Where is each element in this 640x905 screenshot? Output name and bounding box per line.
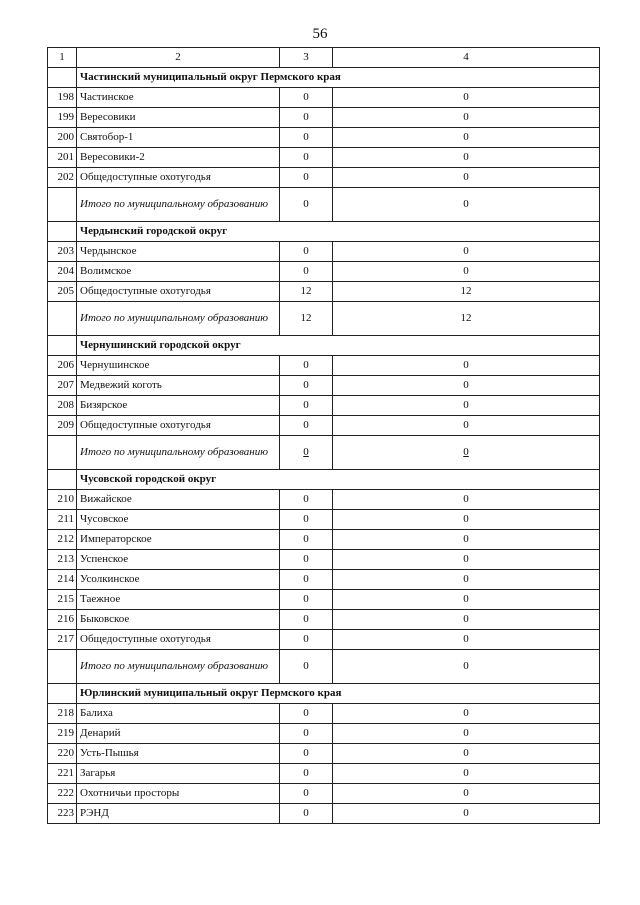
column-3-value: 0 <box>280 530 333 550</box>
column-4-value: 0 <box>333 108 600 128</box>
column-4-value: 0 <box>333 784 600 804</box>
table-row <box>48 416 600 436</box>
table-row <box>48 128 600 148</box>
row-number: 211 <box>48 510 77 530</box>
empty-cell <box>48 650 77 684</box>
table-row <box>48 804 600 824</box>
row-name: Общедоступные охотугодья <box>77 168 280 188</box>
total-column-4-value: 0 <box>463 446 469 458</box>
table-row <box>48 490 600 510</box>
section-heading-row <box>48 336 600 356</box>
table-row <box>48 262 600 282</box>
row-name: Императорское <box>77 530 280 550</box>
row-number: 202 <box>48 168 77 188</box>
page-number: 56 <box>312 26 328 42</box>
column-4-value: 0 <box>333 128 600 148</box>
column-3-value: 0 <box>280 396 333 416</box>
row-number: 212 <box>48 530 77 550</box>
column-3-value: 0 <box>280 356 333 376</box>
hunting-grounds-table <box>47 47 600 824</box>
total-column-3-value: 0 <box>303 446 309 458</box>
total-row <box>48 188 600 222</box>
column-3-value: 0 <box>280 510 333 530</box>
table-row <box>48 590 600 610</box>
row-name: Общедоступные охотугодья <box>77 282 280 302</box>
header-row <box>48 48 600 68</box>
row-name: Чернушинское <box>77 356 280 376</box>
column-3-value: 0 <box>280 570 333 590</box>
column-4-value: 0 <box>333 88 600 108</box>
total-column-3: 12 <box>280 302 333 336</box>
total-label: Итого по муниципальному образованию <box>77 302 280 336</box>
column-4-value: 0 <box>333 764 600 784</box>
column-4-value: 0 <box>333 590 600 610</box>
table-row <box>48 108 600 128</box>
table-row <box>48 242 600 262</box>
row-number: 210 <box>48 490 77 510</box>
row-number: 218 <box>48 704 77 724</box>
row-number: 208 <box>48 396 77 416</box>
column-3-value: 0 <box>280 804 333 824</box>
table-row <box>48 724 600 744</box>
table-row <box>48 396 600 416</box>
row-number: 200 <box>48 128 77 148</box>
row-name: Общедоступные охотугодья <box>77 630 280 650</box>
row-number: 199 <box>48 108 77 128</box>
row-number: 216 <box>48 610 77 630</box>
table-row <box>48 704 600 724</box>
total-column-3: 0 <box>280 650 333 684</box>
total-column-4 <box>333 436 600 470</box>
column-3-value: 0 <box>280 148 333 168</box>
section-title: Частинский муниципальный округ Пермского края <box>77 68 600 88</box>
column-3-value: 0 <box>280 744 333 764</box>
table-row <box>48 784 600 804</box>
table-body <box>48 48 600 824</box>
column-3-value: 12 <box>280 282 333 302</box>
column-4-value: 0 <box>333 744 600 764</box>
row-number: 201 <box>48 148 77 168</box>
column-4-value: 0 <box>333 356 600 376</box>
empty-cell <box>48 188 77 222</box>
header-cell: 4 <box>333 48 600 68</box>
row-name: Таежное <box>77 590 280 610</box>
row-number: 198 <box>48 88 77 108</box>
column-4-value: 0 <box>333 610 600 630</box>
total-label: Итого по муниципальному образованию <box>77 650 280 684</box>
section-title: Чердынский городской округ <box>77 222 600 242</box>
row-name: Усолкинское <box>77 570 280 590</box>
header-cell: 3 <box>280 48 333 68</box>
row-name: Загарья <box>77 764 280 784</box>
column-3-value: 0 <box>280 550 333 570</box>
section-heading-row <box>48 470 600 490</box>
column-4-value: 0 <box>333 396 600 416</box>
row-number: 222 <box>48 784 77 804</box>
row-number: 203 <box>48 242 77 262</box>
column-3-value: 0 <box>280 590 333 610</box>
column-3-value: 0 <box>280 262 333 282</box>
row-name: Святобор-1 <box>77 128 280 148</box>
row-number: 215 <box>48 590 77 610</box>
total-column-3 <box>280 436 333 470</box>
row-name: Чусовское <box>77 510 280 530</box>
row-name: Чердынское <box>77 242 280 262</box>
row-name: Быковское <box>77 610 280 630</box>
column-4-value: 0 <box>333 530 600 550</box>
table-row <box>48 570 600 590</box>
column-3-value: 0 <box>280 490 333 510</box>
total-row <box>48 302 600 336</box>
empty-cell <box>48 436 77 470</box>
table-row <box>48 510 600 530</box>
total-column-3: 0 <box>280 188 333 222</box>
row-number: 207 <box>48 376 77 396</box>
column-3-value: 0 <box>280 128 333 148</box>
row-number: 221 <box>48 764 77 784</box>
table-row <box>48 168 600 188</box>
column-3-value: 0 <box>280 784 333 804</box>
table-row <box>48 356 600 376</box>
column-4-value: 0 <box>333 416 600 436</box>
section-title: Чусовской городской округ <box>77 470 600 490</box>
section-title: Чернушинский городской округ <box>77 336 600 356</box>
column-4-value: 0 <box>333 242 600 262</box>
row-number: 217 <box>48 630 77 650</box>
column-4-value: 0 <box>333 704 600 724</box>
table-row <box>48 530 600 550</box>
total-column-4: 0 <box>333 188 600 222</box>
row-number: 209 <box>48 416 77 436</box>
empty-cell <box>48 470 77 490</box>
column-4-value: 0 <box>333 724 600 744</box>
section-title: Юрлинский муниципальный округ Пермского края <box>77 684 600 704</box>
table-row <box>48 744 600 764</box>
column-3-value: 0 <box>280 630 333 650</box>
column-3-value: 0 <box>280 376 333 396</box>
table-row <box>48 376 600 396</box>
column-3-value: 0 <box>280 704 333 724</box>
empty-cell <box>48 302 77 336</box>
row-number: 206 <box>48 356 77 376</box>
column-4-value: 0 <box>333 630 600 650</box>
column-3-value: 0 <box>280 724 333 744</box>
section-heading-row <box>48 68 600 88</box>
row-name: Вересовики-2 <box>77 148 280 168</box>
column-3-value: 0 <box>280 242 333 262</box>
column-3-value: 0 <box>280 88 333 108</box>
column-4-value: 0 <box>333 570 600 590</box>
table-row <box>48 610 600 630</box>
row-name: Общедоступные охотугодья <box>77 416 280 436</box>
table-row <box>48 550 600 570</box>
table-row <box>48 88 600 108</box>
row-number: 223 <box>48 804 77 824</box>
header-cell: 1 <box>48 48 77 68</box>
column-3-value: 0 <box>280 610 333 630</box>
column-4-value: 0 <box>333 510 600 530</box>
section-heading-row <box>48 684 600 704</box>
empty-cell <box>48 68 77 88</box>
column-4-value: 0 <box>333 376 600 396</box>
column-3-value: 0 <box>280 108 333 128</box>
row-number: 220 <box>48 744 77 764</box>
total-column-4: 0 <box>333 650 600 684</box>
row-name: Вижайское <box>77 490 280 510</box>
column-3-value: 0 <box>280 416 333 436</box>
table-row <box>48 630 600 650</box>
row-name: Медвежий коготь <box>77 376 280 396</box>
column-3-value: 0 <box>280 168 333 188</box>
row-name: Усть-Пышья <box>77 744 280 764</box>
row-number: 205 <box>48 282 77 302</box>
total-column-4: 12 <box>333 302 600 336</box>
row-name: РЭНД <box>77 804 280 824</box>
column-4-value: 0 <box>333 148 600 168</box>
total-row <box>48 436 600 470</box>
column-4-value: 12 <box>333 282 600 302</box>
row-number: 219 <box>48 724 77 744</box>
empty-cell <box>48 222 77 242</box>
row-number: 213 <box>48 550 77 570</box>
total-label: Итого по муниципальному образованию <box>77 436 280 470</box>
total-label: Итого по муниципальному образованию <box>77 188 280 222</box>
row-name: Бизярское <box>77 396 280 416</box>
total-row <box>48 650 600 684</box>
column-4-value: 0 <box>333 550 600 570</box>
empty-cell <box>48 336 77 356</box>
row-name: Волимское <box>77 262 280 282</box>
column-4-value: 0 <box>333 168 600 188</box>
row-name: Вересовики <box>77 108 280 128</box>
row-number: 204 <box>48 262 77 282</box>
column-3-value: 0 <box>280 764 333 784</box>
row-name: Частинское <box>77 88 280 108</box>
column-4-value: 0 <box>333 490 600 510</box>
row-name: Балиха <box>77 704 280 724</box>
column-4-value: 0 <box>333 804 600 824</box>
row-name: Успенское <box>77 550 280 570</box>
table-row <box>48 764 600 784</box>
column-4-value: 0 <box>333 262 600 282</box>
table-row <box>48 282 600 302</box>
row-name: Денарий <box>77 724 280 744</box>
table-row <box>48 148 600 168</box>
section-heading-row <box>48 222 600 242</box>
empty-cell <box>48 684 77 704</box>
row-number: 214 <box>48 570 77 590</box>
header-cell: 2 <box>77 48 280 68</box>
row-name: Охотничьи просторы <box>77 784 280 804</box>
